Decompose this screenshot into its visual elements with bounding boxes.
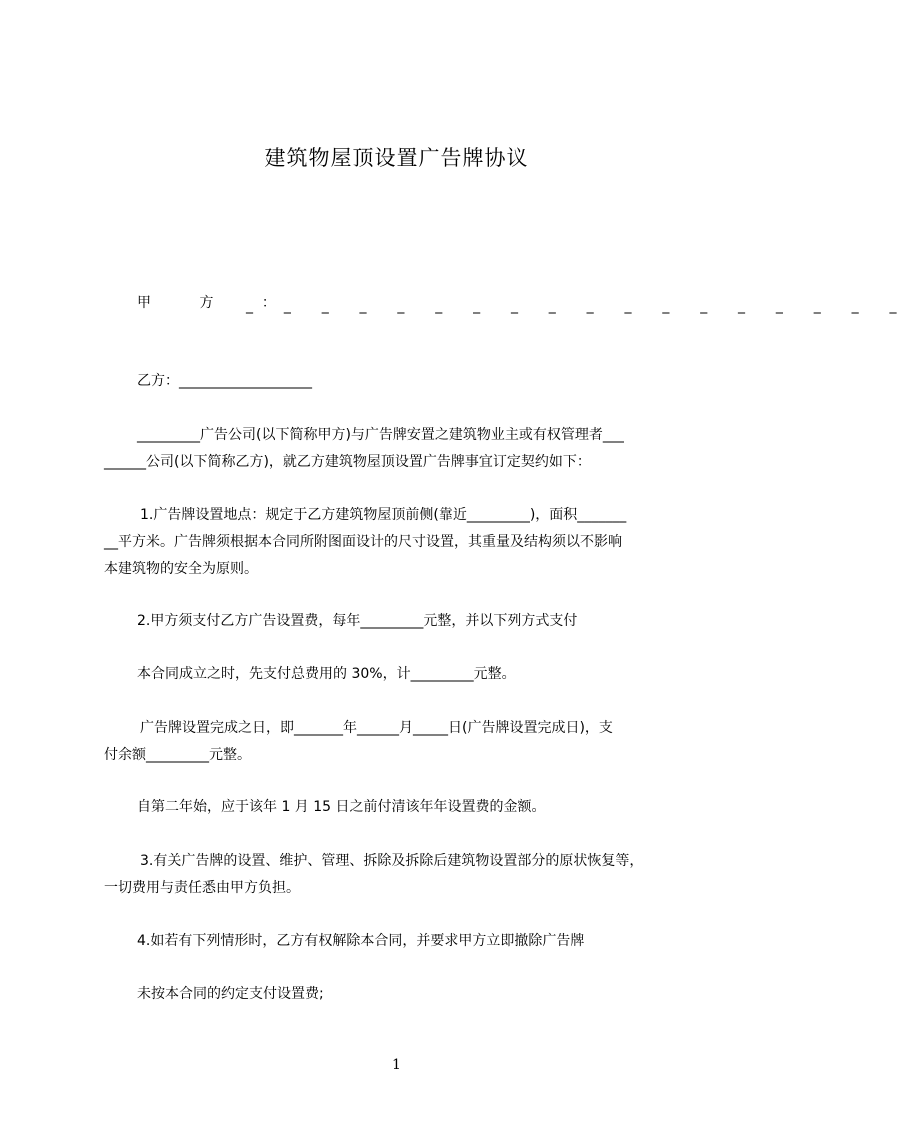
clause1-line-1: 1.广告牌设置地点：规定于乙方建筑物屋顶前侧(靠近_________)，面积_______ bbox=[140, 507, 627, 523]
clause4-item-1: 未按本合同的约定支付设置费; bbox=[137, 986, 324, 1002]
document-title: 建筑物屋顶设置广告牌协议 bbox=[264, 146, 529, 170]
intro-line-1: _________广告公司(以下简称甲方)与广告牌安置之建筑物业主或有权管理者___ bbox=[137, 427, 624, 443]
clause2-balance-line-1: 广告牌设置完成之日，即_______年______月_____日(广告牌设置完成日)，支 bbox=[140, 720, 613, 736]
party-b-line: 乙方：___________________ bbox=[137, 373, 312, 389]
intro-line-2: ______公司(以下简称乙方)，就乙方建筑物屋顶设置广告牌事宜订定契约如下： bbox=[104, 454, 591, 470]
party-a-blank: _ _ _ _ _ _ _ _ _ _ _ _ _ _ _ _ _ _ bbox=[246, 298, 910, 314]
clause2-first-payment: 本合同成立之时，先支付总费用的 30%，计_________元整。 bbox=[137, 666, 516, 682]
clause3-line-1: 3.有关广告牌的设置、维护、管理、拆除及拆除后建筑物设置部分的原状恢复等， bbox=[140, 853, 644, 869]
clause1-line-2: __平方米。广告牌须根据本合同所附图面设计的尺寸设置，其重量及结构须以不影响 bbox=[104, 534, 622, 550]
party-a-label: 甲 方 ： bbox=[137, 295, 298, 311]
clause2-balance-line-2: 付余额_________元整。 bbox=[104, 747, 251, 763]
clause3-line-2: 一切费用与责任悉由甲方负担。 bbox=[104, 880, 300, 896]
clause2-line: 2.甲方须支付乙方广告设置费，每年_________元整，并以下列方式支付 bbox=[137, 613, 578, 629]
clause2-annual-payment: 自第二年始，应于该年 1 月 15 日之前付清该年年设置费的金额。 bbox=[137, 799, 546, 815]
clause1-line-3: 本建筑物的安全为原则。 bbox=[104, 561, 258, 577]
clause4-line: 4.如若有下列情形时，乙方有权解除本合同，并要求甲方立即撤除广告牌 bbox=[137, 933, 585, 949]
page-number: 1 bbox=[392, 1057, 401, 1073]
